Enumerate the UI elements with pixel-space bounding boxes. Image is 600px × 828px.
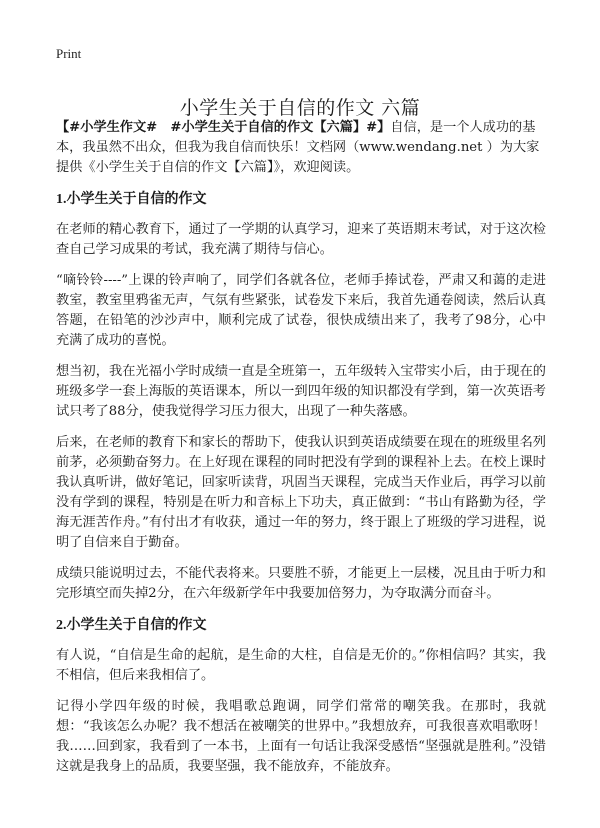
paragraph: 成绩只能说明过去，不能代表将来。只要胜不骄，才能更上一层楼，况且由于听力和完形填空而失掉2分，在六年级新学年中我要加倍努力，为夺取满分而奋斗。: [56, 566, 546, 601]
print-label[interactable]: Print: [56, 46, 82, 61]
intro-paragraph: [56, 118, 546, 178]
paragraph: 后来，在老师的教育下和家长的帮助下，使我认识到英语成绩要在现在的班级里名列前茅，必须勤奋努力。在上好现在课程的同时把没有学到的课程补上去。在校上课时我认真听讲，做好笔记，回家听读背，巩固当天课程，完成当天作业后，再学习以前没有学到的课程，特别是在听力和音标上下功夫，真正做到：“书山有路勤为径，学海无涯苦作舟。”有付出才有收获，通过一年的努力，终于跟上了班级的学习进程，说明了自信来自于勤奋。: [56, 435, 546, 550]
paragraph: 想当初，我在光福小学时成绩一直是全班第一，五年级转入宝带实小后，由于现在的班级多学一套上海版的英语课本，所以一到四年级的知识都没有学到，第一次英语考试只考了88分，使我觉得学习压力很大，出现了一种失落感。: [56, 364, 546, 419]
intro-tags: 【#小学生作文# #小学生关于自信的作文【六篇】#】: [56, 120, 391, 135]
section-heading: 1.小学生关于自信的作文: [56, 192, 207, 207]
paragraph: “嘀铃铃----”上课的铃声响了，同学们各就各位，老师手捧试卷，严肃又和蔼的走进教室，教室里鸦雀无声，气氛有些紧张，试卷发下来后，我首先通卷阅读，然后认真答题，在铅笔的沙沙声中，顺利完成了试卷，很快成绩出来了，我考了98分，心中充满了成功的喜悦。: [56, 273, 546, 348]
intro-body: 自信，是一个人成功的基本，我虽然不出众，但我为我自信而快乐！文档网（www.wendang.net ）为大家提供《小学生关于自信的作文【六篇】》，欢迎阅读。: [56, 120, 540, 175]
section-1: [56, 190, 546, 604]
section-heading: 2.小学生关于自信的作文: [56, 618, 207, 633]
section-2: [56, 616, 546, 777]
paragraph: 有人说，“自信是生命的起航，是生命的大柱，自信是无价的。”你相信吗？其实，我不相信，但后来我相信了。: [56, 648, 546, 683]
paragraph: 在老师的精心教育下，通过了一学期的认真学习，迎来了英语期末考试，对于这次检查自己学习成果的考试，我充满了期待与信心。: [56, 222, 546, 257]
document-content: [56, 118, 546, 788]
paragraph: 记得小学四年级的时候，我唱歌总跑调，同学们常常的嘲笑我。在那时，我就想：“我该怎么办呢？我不想活在被嘲笑的世界中。”我想放弃，可我很喜欢唱歌呀！我……回到家，我看到了一本书，上面有一句话让我深受感悟“坚强就是胜利。”没错这就是我身上的品质，我要坚强，我不能放弃，不能放弃。: [56, 699, 546, 774]
page-title: 小学生关于自信的作文 六篇: [179, 96, 421, 119]
